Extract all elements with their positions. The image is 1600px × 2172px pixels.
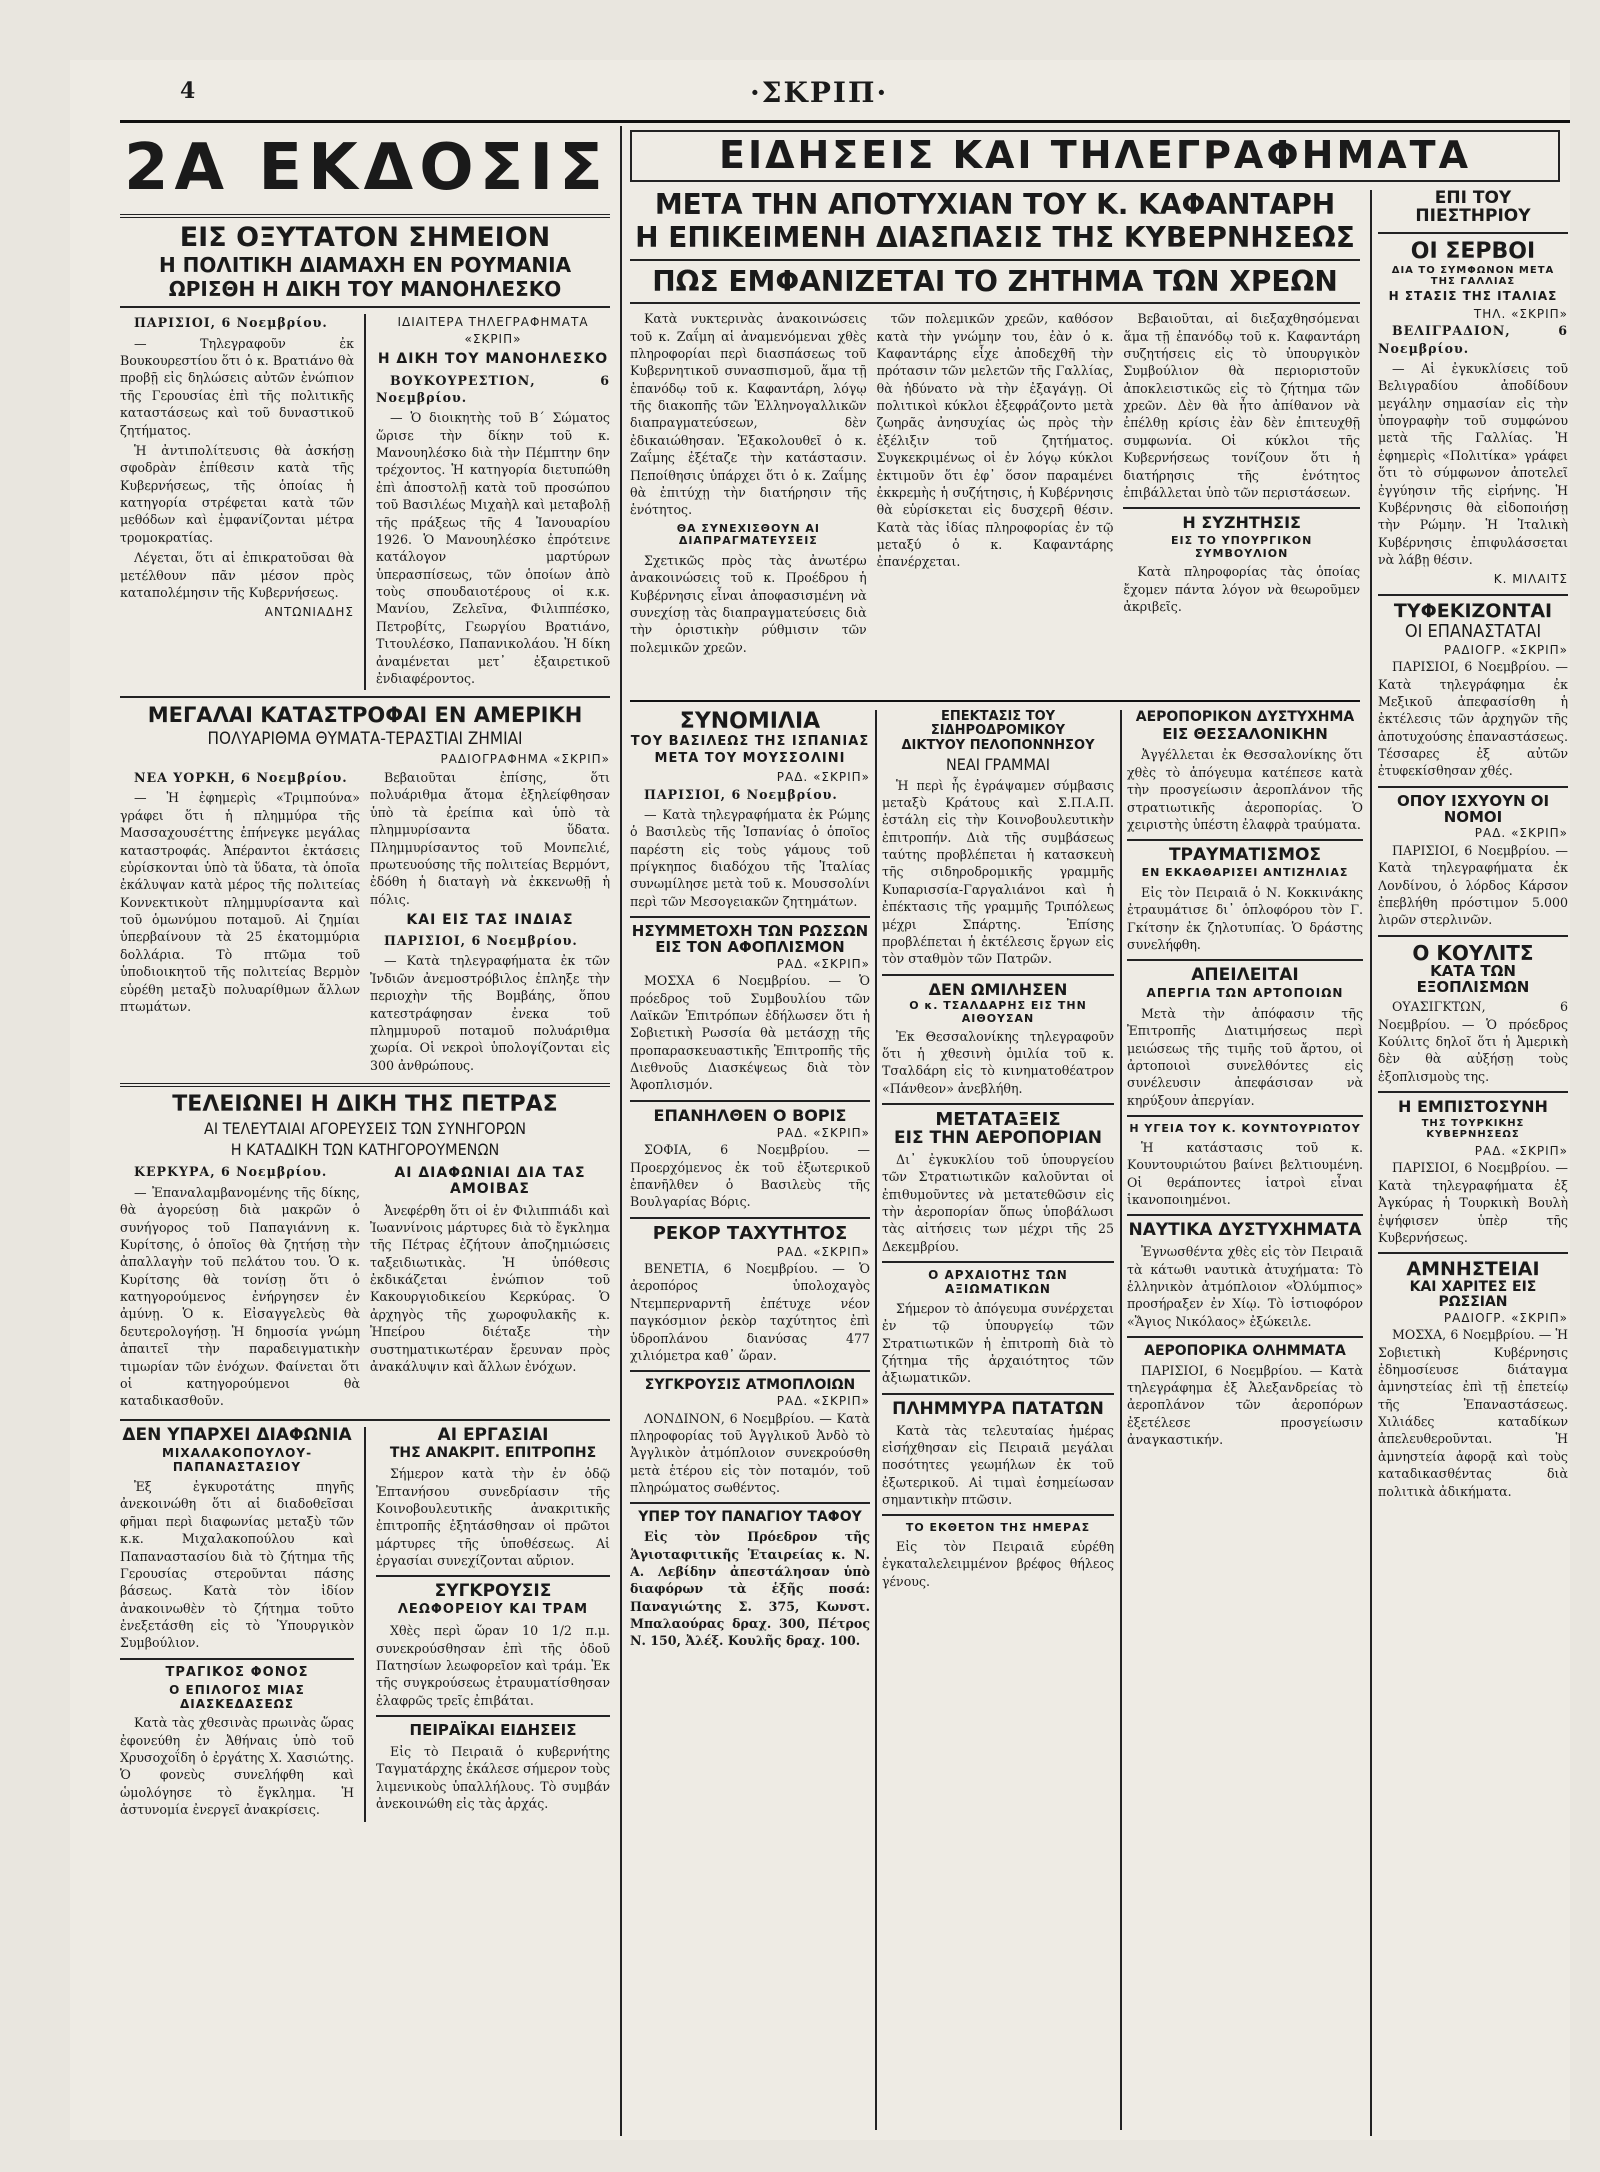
romania-subheading-2: ΩΡΙΣΘΗ Η ΔΙΚΗ ΤΟΥ ΜΑΝΟΗΛΕΣΚΟ [168,277,562,302]
masthead-rule [120,120,1570,123]
separator [1127,1336,1363,1338]
subsection-heading: ΚΑΙ ΕΙΣ ΤΑΣ ΙΝΔΙΑΣ [406,912,574,929]
article-heading: ΣΥΓΚΡΟΥΣΙΣ ΑΤΜΟΠΛΟΙΩΝ [644,1377,856,1394]
credit-line: ΡΑΔ. «ΣΚΡΙΠ» [1474,826,1568,841]
dateline: ΒΕΛΙΓΡΑΔΙΟΝ, 6 Νοεμβρίου. [1378,323,1568,356]
article-text: Εἰς τὸν Πειραιᾶ ὁ Ν. Κοκκινάκης ἐτραυμάτισε δι᾽ ὁπλοφόρου τὸν Γ. Γκίτσην ἐκ ζηλοτυπίας. Ὁ δράστης συνελήφθη. [1127,884,1363,952]
credit-line: ΡΑΔ. «ΣΚΡΙΠ» [776,769,870,784]
subsection-heading: ΘΑ ΣΥΝΕΧΙΣΘΟΥΝ ΑΙ ΔΙΑΠΡΑΓΜΑΤΕΥΣΕΙΣ [676,521,820,548]
separator [120,1083,610,1087]
separator [120,214,610,218]
america-article-cont [370,769,610,1077]
america-heading: ΜΕΓΑΛΑΙ ΚΑΤΑΣΤΡΟΦΑΙ ΕΝ ΑΜΕΡΙΚΗ [147,703,583,728]
article-text: Σήμερον κατὰ τὴν ἐν ὁδῷ Ἐπτανήσου συνεδρίασιν τῆς Κοινοβουλευτικῆς ἀνακριτικῆς ἐπιτροπῆς ἐξητάσθησαν οἱ πρῶτοι μάρτυρες τῆς ὑποθέσεως. Αἱ ἐργασίαι συνεχίζονται αὔριον. [376,1466,610,1569]
article-text: ΠΑΡΙΣΙΟΙ, 6 Νοεμβρίου. — Κατὰ τηλεγράφημα ἐκ Μεξικοῦ ἀπεφασίσθη ἡ ἐκτέλεσις τῶν ἀρχηγῶν τῆς ἀποτυχούσης ἐπαναστάσεως. Τέσσαρες ἐξ αὐτῶν ἐτυφεκίσθησαν χθές. [1378,659,1568,779]
dateline: ΠΑΡΙΣΙΟΙ, 6 Νοεμβρίου. [644,786,838,802]
article-text: Ἡ περὶ ἧς ἐγράψαμεν σύμβασις μεταξὺ Κράτους καὶ Σ.Π.Α.Π. ἐστάλη εἰς τὴν Κοινοβουλευτικὴν ἐπιτροπήν. Διὰ τῆς συμβάσεως ταύτης προβλέπεται ἡ κατασκευὴ τῆς σιδηροδρομικῆς γραμμῆς Κυπαρισσία-Γαργαλιάνοι καὶ ἡ ἐπέκτασις τῆς γραμμῆς Τριπόλεως μέχρι Σπάρτης. Ἐπίσης προβλέπεται ἡ ἐκτέλεσις ἔργων εἰς τὸν σταθμὸν τῶν Πατρῶν. [882,777,1114,967]
article-heading: ΑΕΡΟΠΟΡΙΚΑ ΟΛΗΜΜΑΤΑ [1144,1343,1346,1360]
article-heading: Ο ΚΟΥΛΙΤΣ [1412,940,1534,965]
article-subheading: ΟΙ ΕΠΑΝΑΣΤΑΤΑΙ [1404,620,1542,642]
article-text: Ἡ ἀντιπολίτευσις θὰ ἀσκήσῃ σφοδρὰν ἐπίθεσιν κατὰ τῆς Κυβερνήσεως, τῆς ὁποίας ἡ κατηγορία στρέφεται κατὰ τῶν μεθόδων καὶ ἐμφανίζονται μέτρα τρομοκρατίας. [120,442,354,545]
separator [1378,594,1568,596]
kafantaris-subheading-2: ΠΩΣ ΕΜΦΑΝΙΖΕΤΑΙ ΤΟ ΖΗΤΗΜΑ ΤΩΝ ΧΡΕΩΝ [652,264,1338,298]
inner-divider [364,1427,366,1822]
article-text: — Αἱ ἐγκυκλίσεις τοῦ Βελιγραδίου ἀποδίδουν μεγάλην σημασίαν εἰς τὴν ὑπογραφὴν τοῦ συμφώνου μετὰ τῆς Γαλλίας. Ἡ ἐφημερὶς «Πολιτίκα» γράφει ὅτι τὸ σύμφωνον ἀποτελεῖ ἐγγύησιν τῆς εἰρήνης. Ἡ Κυβέρνησις θὰ εἰδοποιήσῃ τὴν Ρώμην. Ἡ Ἰταλικὴ Κυβέρνησις ἐπιφυλάσσεται νὰ λάβῃ θέσιν. [1378,360,1568,567]
separator [1127,1214,1363,1216]
dateline: ΒΟΥΚΟΥΡΕΣΤΙΟΝ, 6 Νοεμβρίου. [376,372,610,405]
page-number: 4 [180,78,196,104]
separator [1378,232,1568,234]
separator [630,259,1360,261]
edition-heading: 2Α ΕΚΔΟΣΙΣ [124,131,609,205]
dateline: ΠΑΡΙΣΙΟΙ, 6 Νοεμβρίου. [134,315,328,331]
separator [882,1103,1114,1105]
article-heading: ΑΕΡΟΠΟΡΙΚΟΝ ΔΥΣΤΥΧΗΜΑ [1135,710,1355,725]
article-text: Εἰς τὸν Πρόεδρον τῆς Ἁγιοταφιτικῆς Ἑταιρείας κ. Ν. Α. Λεβίδην ἀπεστάλησαν ὑπὸ διαφόρων τὰ ἑξῆς ποσά: Παναγιώτης Σ. 375, Κωνστ. Μπαλαούρας δραχ. 300, Πέτρος Ν. 150, Ἀλέξ. Κουλῆς δραχ. 100. [630,1529,870,1649]
article-heading: ΣΥΝΟΜΙΛΙΑ [679,710,821,734]
separator [376,1575,610,1577]
article-text: ΜΟΣΧΑ 6 Νοεμβρίου. — Ὁ πρόεδρος τοῦ Συμβουλίου τῶν Λαϊκῶν Ἐπιτρόπων ἐδήλωσεν ὅτι ἡ Σοβιετικὴ Ρωσσία θὰ μετάσχῃ τῆς προπαρασκευαστικῆς Ἐπιτροπῆς τῆς Διεθνοῦς Διασκέψεως διὰ τὸν Ἀφοπλισμόν. [630,973,870,1093]
article-text: Ἡ κατάστασις τοῦ κ. Κουντουριώτου βαίνει βελτιουμένη. Οἱ θεράποντες ἰατροὶ εἶναι ἱκανοποιημένοι. [1127,1139,1363,1207]
article-text: ΜΟΣΧΑ, 6 Νοεμβρίου. — Ἡ Σοβιετικὴ Κυβέρνησις ἐδημοσίευσε διάταγμα ἀμνηστείας ἐπὶ τῇ ἐπετείῳ τῆς Ἐπαναστάσεως. Χιλιάδες καταδίκων ἀπελευθεροῦνται. Ἡ ἀμνηστεία ἀφορᾷ καὶ τοὺς καταδικασθέντας διὰ πολιτικὰ ἀδικήματα. [1378,1327,1568,1499]
separator [120,696,610,698]
left-lower-column [120,1424,354,1822]
separator [1378,1091,1568,1093]
article-text: Εἰς τὸ Πειραιᾶ ὁ κυβερνήτης Ταγματάρχης ἐκάλεσε σήμερον τοὺς λιμενικοὺς ὑπαλλήλους. Τὸ συμβάν ἀνεκοινώθη εἰς τὰς ἀρχάς. [376,1743,610,1811]
article-subheading: ΜΕΤΑ ΤΟΥ ΜΟΥΣΣΟΛΙΝΙ [654,751,846,767]
romania-heading: ΕΙΣ ΟΞΥΤΑΤΟΝ ΣΗΜΕΙΟΝ [179,222,551,253]
separator [120,306,610,308]
dateline: ΚΕΡΚΥΡΑ, 6 Νοεμβρίου. [134,1164,328,1180]
article-text: Λέγεται, ὅτι αἱ ἐπικρατοῦσαι θὰ μετέλθουν πᾶν μέσον πρὸς καταπολέμησιν τῆς Κυβερνήσεως. [120,550,354,600]
separator [1127,1115,1363,1117]
separator [1127,839,1363,841]
article-heading: ΗΣΥΜΜΕΤΟΧΗ ΤΩΝ ΡΩΣΣΩΝ [631,922,869,941]
article-text: ΟΥΑΣΙΓΚΤΩΝ, 6 Νοεμβρίου. — Ὁ πρόεδρος Κούλιτς δηλοῖ ὅτι ἡ Ἀμερικὴ δὲν θὰ αὐξήσῃ τοὺς ἐξοπλισμοὺς της. [1378,999,1568,1084]
petra-article-cont [370,1163,610,1412]
news-banner [630,130,1560,182]
credit-line: ΡΑΔΙΟΓΡ. «ΣΚΡΙΠ» [1443,642,1568,657]
credit-line: ΡΑΔ. «ΣΚΡΙΠ» [776,956,870,971]
subsection-heading: ΑΙ ΔΙΑΦΩΝΙΑΙ ΔΙΑ ΤΑΣ ΑΜΟΙΒΑΣ [394,1165,586,1198]
article-subheading: ΚΑΤΑ ΤΩΝ ΕΞΟΠΛΙΣΜΩΝ [1416,961,1530,996]
article-heading: Ο ΑΡΧΑΙΟΤΗΣ ΤΩΝ ΑΞΙΩΜΑΤΙΚΩΝ [928,1268,1068,1296]
masthead [70,60,1570,120]
article-subheading: ΤΟΥ ΒΑΣΙΛΕΩΣ ΤΗΣ ΙΣΠΑΝΙΑΣ [630,734,870,750]
separator [120,1658,354,1660]
article-subheading: ΤΗΣ ΤΟΥΡΚΙΚΗΣ ΚΥΒΕΡΝΗΣΕΩΣ [1421,1117,1525,1141]
article-text: ΠΑΡΙΣΙΟΙ, 6 Νοεμβρίου. — Κατὰ τηλεγραφήματα ἐξ Ἀγκύρας ἡ Τουρκικὴ Βουλὴ ἐψήφισεν ὑπὲρ τῆς Κυβερνήσεως. [1378,1160,1568,1245]
article-text: — Κατὰ τηλεγραφήματα ἐκ Ρώμης ὁ Βασιλεὺς τῆς Ἰσπανίας ὁ ὁποῖος παρέστη εἰς τοὺς γάμους τοῦ πρίγκηπος διαδόχου τῆς Ἰταλίας συνωμίλησε μετὰ τοῦ κ. Μουσσολίνι περὶ τῶν Μεσογειακῶν ζητημάτων. [630,806,870,909]
article-heading: ΟΙ ΣΕΡΒΟΙ [1410,238,1536,264]
paper-name: ·ΣΚΡΙΠ· [750,76,889,109]
article-heading: ΔΕΝ ΩΜΙΛΗΣΕΝ [928,979,1068,999]
article-text: Ἀνεφέρθη ὅτι οἱ ἐν Φιλιππιάδι καὶ Ἰωαννίνοις μάρτυρες διὰ τὸ ἔγκλημα τῆς Πέτρας ἐζήτουν ἀποζημιώσεις ταξειδιωτικὰς. Ἡ ὑπόθεσις ἐκδικάζεται ἐνώπιον τοῦ Κακουργιοδικείου Κερκύρας. Ὁ ἀρχηγὸς τῆς χωροφυλακῆς κ. Ἠπείρου διέταξε τὴν συστηματικωτέραν ἔρευναν πρὸς ἀνακάλυψιν καὶ ἄλλων ἐνόχων. [370,1202,610,1374]
article-heading: Η ΕΜΠΙΣΤΟΣΥΝΗ [1398,1097,1548,1117]
article-heading: ΡΕΚΟΡ ΤΑΧΥΤΗΤΟΣ [652,1222,848,1244]
article-heading: ΑΠΕΙΛΕΙΤΑΙ [1191,965,1299,986]
kafantaris-heading: ΜΕΤΑ ΤΗΝ ΑΠΟΤΥΧΙΑΝ ΤΟΥ Κ. ΚΑΦΑΝΤΑΡΗ [654,190,1336,221]
article-text: Βεβαιοῦται, αἱ διεξαχθησόμεναι ἅμα τῇ ἐπανόδῳ τοῦ κ. Καφαντάρη συζητήσεις εἰς τὸ ὑπουργικὸν Συμβούλιον θὰ περιοριστοῦν ἀποκλειστικῶς εἰς τὸ ζήτημα τῶν χρεῶν. Δὲν θὰ ἦτο ἀπίθανον νὰ ἐπέλθῃ κρίσις ἐὰν δὲν ἐπιτευχθῇ συμφωνία. Οἱ κύκλοι τῆς Κυβερνήσεως τονίζουν ὅτι ἡ διατήρησις τῆς ἑνότητος ἐπιβάλλεται ὑπὸ τῶν περιστάσεων. [1123,311,1360,500]
article-subheading: ΕΝ ΕΚΚΑΘΑΡΙΣΕΙ ΑΝΤΙΖΗΛΙΑΣ [1141,866,1349,880]
separator [630,1100,870,1102]
america-subheading: ΠΟΛΥΑΡΙΘΜΑ ΘΥΜΑΤΑ-ΤΕΡΑΣΤΙΑΙ ΖΗΜΙΑΙ [207,729,523,750]
article-text: — Κατὰ τηλεγραφήματα ἐκ τῶν Ἰνδιῶν ἀνεμοστρόβιλος ἐπληξε τὴν περιοχὴν τῆς Βομβάης, ὅπου κατεστράφησαν ἐνεκα τοῦ πλημμυροῦ ποταμοῦ πολυάριθμα χωρία. Οἱ νεκροὶ ὑπολογίζονται εἰς 300 ἀνθρώπους. [370,953,610,1073]
article-heading: ΤΟ ΕΚΘΕΤΟΝ ΤΗΣ ΗΜΕΡΑΣ [905,1521,1091,1535]
column-divider [1370,190,1372,2136]
grid-column-1 [630,710,870,2130]
article-heading: ΑΜΝΗΣΤΕΙΑΙ [1406,1258,1540,1281]
article-subheading: Η ΣΤΑΣΙΣ ΤΗΣ ΙΤΑΛΙΑΣ [1388,288,1558,303]
separator [630,1370,870,1372]
credit-line: ΡΑΔ. «ΣΚΡΙΠ» [1474,1143,1568,1158]
article-subheading: ΚΑΙ ΧΑΡΙΤΕΣ ΕΙΣ ΡΩΣΣΙΑΝ [1409,1279,1537,1310]
separator [1378,935,1568,937]
credit-line: ΡΑΔ. «ΣΚΡΙΠ» [776,1244,870,1259]
article-heading: ΜΕΤΑΤΑΞΕΙΣ [935,1109,1061,1131]
article-heading: Η ΣΥΖΗΤΗΣΙΣ [1182,513,1301,533]
article-text: — Ἐπαναλαμβανομένης τῆς δίκης, θὰ ἀγορεύσῃ διὰ μακρῶν ὁ συνήγορος τοῦ Παπαγιάννη κ. Κυρίτσης, ὁ ὁποῖος θὰ ζητήσῃ τὴν ἀπαλλαγὴν τοῦ πελάτου του. Ὁ κ. Κυρίτσης θὰ τονίσῃ ὅτι ὁ κατηγορούμενος ἐνήργησεν ἐν ἀμύνῃ. Ὁ κ. Εἰσαγγελεὺς θὰ δευτερολογήσῃ. Ἡ δημοσία γνώμη ἀπαιτεῖ τὴν παραδειγματικὴν τιμωρίαν τῶν ἐνόχων. Φαίνεται ὅτι οἱ κατηγορούμενοι θὰ καταδικασθοῦν. [120,1184,360,1409]
article-subheading: ΕΙΣ ΤΟ ΥΠΟΥΡΓΙΚΟΝ ΣΥΜΒΟΥΛΙΟΝ [1170,534,1313,560]
article-text: — Ὁ διοικητὴς τοῦ Β´ Σώματος ὥρισε τὴν δίκην τοῦ κ. Μανουηλέσκο διὰ τὴν Πέμπτην 6ην τρέχοντος. Ἡ κατηγορία διετυπώθη ἐπὶ ἀποστολῇ κατὰ τοῦ προσώπου τοῦ Βασιλέως Μιχαὴλ καὶ μεταβολῇ τῆς πράξεως τῆς 4 Ἰανουαρίου 1926. Ὁ Μανουηλέσκο ἐπρότεινε κατάλογον μαρτύρων ὑπερασπίσεως, τῶν ὁποίων ἀπὸ τοὺς σπουδαιοτέρους οἱ κ.κ. Μανίου, Ζελεῖνα, Φιλιππέσκο, Πετροβίτς, Γεωργίου Βρατιάνο, Τιτουλέσκο, Παπανικολάου. Ἡ δίκη ἀναμένεται μετ᾽ ἐξαιρετικοῦ ἐνδιαφέροντος. [376,410,610,686]
petra-article [120,1163,360,1412]
inner-divider [364,314,366,690]
credit-line: ΡΑΔΙΟΓΡΑΦΗΜΑ «ΣΚΡΙΠ» [440,752,610,767]
grid-column-3 [1127,710,1363,2130]
article-subheading: ΕΙΣ ΤΗΝ ΑΕΡΟΠΟΡΙΑΝ [894,1128,1102,1149]
newspaper-page [70,60,1570,2140]
separator [376,1715,610,1717]
separator [1378,1252,1568,1254]
article-text: Ἐγνωσθέντα χθὲς εἰς τὸν Πειραιᾶ τὰ κάτωθι ναυτικὰ ἀτυχήματα: Τὸ ἑλληνικὸν ἀτμόπλοιον «Ὀλύμπιος» προσήραξεν ἐν Χίῳ. Τὸ ἱστιοφόρον «Ἅγιος Νικόλαος» ἐξώκειλε. [1127,1244,1363,1329]
romania-article [120,314,354,690]
article-heading: ΤΥΦΕΚΙΖΟΝΤΑΙ [1393,599,1553,622]
column-divider [875,710,877,2130]
article-text: Δι᾽ ἐγκυκλίου τοῦ ὑπουργείου τῶν Στρατιωτικῶν καλοῦνται οἱ ἐπιθυμοῦντες νὰ μετατεθῶσιν εἰς τὴν ἀεροπορίαν ὅπως ὑποβάλωσι τὰς αἰτήσεις των μέχρι τῆς 25 Δεκεμβρίου. [882,1151,1114,1254]
article-subheading: ΝΕΑΙ ΓΡΑΜΜΑΙ [946,754,1050,774]
article-text: Κατὰ νυκτερινὰς ἀνακοινώσεις τοῦ κ. Ζαΐμη αἱ ἀναμενόμεναι χθὲς πληροφορίαι περὶ διασπάσεως τοῦ Κυβερνητικοῦ συνασπισμοῦ, ἅμα τῇ ἐπανόδῳ τοῦ κ. Καφαντάρη, λόγῳ τῆς διακοπῆς τῶν Ἑλληνογαλλικῶν διαπραγματεύσεων, δὲν ἐδικαιώθησαν. Ἐξακολουθεῖ ὁ κ. Ζαΐμης ἐξέταζε τὴν κατάστασιν. Πεποίθησις ὑπάρχει ὅτι ὁ κ. Ζαΐμης θὰ ἐπιτύχῃ τὴν διατήρησιν τῆς ἑνότητος. [630,311,867,518]
kafantaris-col-3 [1123,310,1360,659]
byline: Κ. ΜΙΛΑΙΤΣ [1493,572,1568,587]
kafantaris-section [630,190,1360,690]
article-text: τῶν πολεμικῶν χρεῶν, καθόσον κατὰ τὴν γνώμην του, ἐὰν ὁ κ. Καφαντάρης εἶχε ἀποδεχθῆ τὴν πρότασιν τῶν μελετῶν τῆς Γαλλίας, θὰ ἠδύνατο νὰ τὴν ἐξαγάγῃ. Οἱ πολιτικοὶ κύκλοι ἐξεφράζοντο μετὰ ζωηρᾶς ἀνησυχίας ὡς πρὸς τὴν ἐξέλιξιν τοῦ ζητήματος. Συγκεκριμένως οἱ ἐν λόγῳ κύκλοι ἐκτιμοῦν ὅτι ἐφ᾽ ὅσον παραμένει ἐκκρεμὴς ἡ συζήτησις, ἡ Κυβέρνησις θὰ εὑρίσκεται εἰς δυσχερῆ θέσιν. Κατὰ τὰς ἰδίας πληροφορίας ἐν τῷ μεταξύ ὁ κ. Καφαντάρης ἐπανέρχεται. [876,311,1114,570]
article-heading: ΔΕΝ ΥΠΑΡΧΕΙ ΔΙΑΦΩΝΙΑ [122,1424,352,1445]
article-text: Σχετικῶς πρὸς τὰς ἀνωτέρω ἀνακοινώσεις τοῦ κ. Προέδρου ἡ Κυβέρνησις εἶναι ἀποφασισμένη νὰ συνεχίσῃ τὰς διαπραγματεύσεις διὰ τὴν ὁριστικὴν ρύθμισιν τῶν πολεμικῶν χρεῶν. [630,552,867,655]
article-text: Εἰς τὸν Πειραιᾶ εὑρέθη ἐγκαταλελειμμένον βρέφος θήλεος γένους. [882,1539,1114,1589]
article-heading: ΑΙ ΕΡΓΑΣΙΑΙ [437,1424,549,1445]
separator [630,302,1360,304]
article-heading: ΕΠΙ ΤΟΥ ΠΙΕΣΤΗΡΙΟΥ [1415,190,1531,226]
article-heading: ΕΠΕΚΤΑΣΙΣ ΤΟΥ ΣΙΔΗΡΟΔΡΟΜΙΚΟΥ [930,710,1066,738]
article-text: Κατὰ τὰς τελευταίας ἡμέρας εἰσήχθησαν εἰς Πειραιᾶ μεγάλαι ποσότητες γεωμήλων ἐκ τοῦ ἐξωτερικοῦ. Αἱ τιμαὶ ἐσημείωσαν σημαντικὴν πτῶσιν. [882,1422,1114,1508]
article-subheading: ΑΠΕΡΓΙΑ ΤΩΝ ΑΡΤΟΠΟΙΩΝ [1146,986,1344,1001]
petra-subheading: ΑΙ ΤΕΛΕΥΤΑΙΑΙ ΑΓΟΡΕΥΣΕΙΣ ΤΩΝ ΣΥΝΗΓΟΡΩΝ [203,1119,527,1139]
separator [1123,507,1360,509]
manoilescu-article [376,314,610,690]
article-text: Βεβαιοῦται ἐπίσης, ὅτι πολυάριθμα ἄτομα ἐξηλείφθησαν ὑπὸ τὰ ἐρείπια καὶ ὑπὸ τὰ πλημμυρίσαντα ὕδατα. Πλημμυρίσαντος τοῦ Μονπελιέ, πρωτευούσης τῆς πολιτείας Βερμόντ, ἐδόθη ἡ διαταγὴ νὰ ἐκκενωθῇ ἡ πόλις. [370,770,610,907]
petra-heading: ΤΕΛΕΙΩΝΕΙ Η ΔΙΚΗ ΤΗΣ ΠΕΤΡΑΣ [172,1092,558,1118]
separator [1378,786,1568,788]
article-heading: ΟΠΟΥ ΙΣΧΥΟΥΝ ΟΙ ΝΟΜΟΙ [1396,791,1550,826]
kafantaris-col-2 [877,310,1114,659]
article-heading: Η ΥΓΕΙΑ ΤΟΥ Κ. ΚΟΥΝΤΟΥΡΙΩΤΟΥ [1129,1122,1361,1136]
credit-line: ΙΔΙΑΙΤΕΡΑ ΤΗΛΕΓΡΑΦΗΜΑΤΑ «ΣΚΡΙΠ» [397,315,589,346]
article-text: Κατὰ τὰς χθεσινὰς πρωινὰς ὥρας ἐφονεύθη ἐν Ἀθήναις ὑπὸ τοῦ Χρυσοχοΐδη ὁ ἐργάτης Χ. Χασιώτης. Ὁ φονεὺς συνελήφθη καὶ ὡμολόγησε τὸ ἔγκλημα. Ἡ ἀστυνομία ἐνεργεῖ ἀνακρίσεις. [120,1715,354,1818]
right-column [1378,190,1568,2130]
article-heading: ΣΥΓΚΡΟΥΣΙΣ [434,1581,552,1602]
banner-heading: ΕΙΔΗΣΕΙΣ ΚΑΙ ΤΗΛΕΓΡΑΦΗΜΑΤΑ [719,133,1471,178]
byline: ΑΝΤΩΝΙΑΔΗΣ [264,605,354,620]
subsection-heading: Η ΔΙΚΗ ΤΟΥ ΜΑΝΟΗΛΕΣΚΟ [377,351,609,368]
article-subheading: ΜΙΧΑΛΑΚΟΠΟΥΛΟΥ-ΠΑΠΑΝΑΣΤΑΣΙΟΥ [161,1446,313,1475]
separator [882,1393,1114,1395]
article-text: ΒΕΝΕΤΙΑ, 6 Νοεμβρίου. — Ὁ ἀεροπόρος ὑπολοχαγὸς Ντεμπερναρντῆ ἐπέτυχε νέον παγκόσμιον ῥεκὸρ ταχύτητος ἐπὶ ὑδροπλάνου διανύσας 477 χιλιόμετρα καθ᾽ ὥραν. [630,1261,870,1363]
article-subheading: ΕΙΣ ΘΕΣΣΑΛΟΝΙΚΗΝ [1162,724,1328,743]
article-subheading: ΔΙΑ ΤΟ ΣΥΜΦΩΝΟΝ ΜΕΤΑ ΤΗΣ ΓΑΛΛΙΑΣ [1391,264,1555,288]
article-text: Κατὰ πληροφορίας τὰς ὁποίας ἔχομεν πάντα λόγον νὰ θεωροῦμεν ἀκριβεῖς. [1123,564,1360,615]
article-text: Μετὰ τὴν ἀπόφασιν τῆς Ἐπιτροπῆς Διατιμήσεως περὶ μειώσεως τῆς τιμῆς τοῦ ἄρτου, οἱ ἀρτοποιοὶ συνελθόντες εἰς συνέλευσιν ἀπεφάσισαν νὰ κηρύξουν ἀπεργίαν. [1127,1005,1363,1108]
america-article [120,769,360,1077]
article-text: Ἐξ ἐγκυροτάτης πηγῆς ἀνεκοινώθη ὅτι αἱ διαδοθεῖσαι φῆμαι περὶ διαφωνίας μεταξὺ τῶν κ.κ. Μιχαλακοπούλου καὶ Παπαναστασίου διὰ τὸ ζήτημα τῆς Γερουσίας στεροῦνται πάσης βάσεως. Κατὰ τὸν ἰδίον ἀνακοινωθὲν τὸ ζήτημα τοῦτο ἐνεξετάσθη εἰς τὸ Ὑπουργικὸν Συμβούλιον. [120,1479,354,1651]
article-subheading: ΤΗΣ ΑΝΑΚΡΙΤ. ΕΠΙΤΡΟΠΗΣ [389,1445,597,1462]
article-heading: ΕΠΑΝΗΛΘΕΝ Ο ΒΟΡΙΣ [653,1105,847,1125]
article-heading: ΝΑΥΤΙΚΑ ΔΥΣΤΥΧΗΜΑΤΑ [1128,1220,1362,1241]
article-subheading: Ο κ. ΤΣΑΛΔΑΡΗΣ ΕΙΣ ΤΗΝ ΑΙΘΟΥΣΑΝ [909,999,1087,1026]
separator [882,974,1114,976]
article-text: ΠΑΡΙΣΙΟΙ, 6 Νοεμβρίου. — Κατὰ τηλεγράφημα ἐξ Ἀλεξανδρείας τὸ ἀεροπλάνον τῶν ἀεροπόρων ἐξετέλεσε προσγείωσιν ἀναγκαστικήν. [1127,1362,1363,1448]
article-text: Ἐκ Θεσσαλονίκης τηλεγραφοῦν ὅτι ἡ χθεσινὴ ὁμιλία τοῦ κ. Τσαλδάρη εἰς τὸ κινηματοθέατρον «Πάνθεον» ἀνεβλήθη. [882,1028,1114,1096]
article-subheading: ΕΙΣ ΤΟΝ ΑΦΟΠΛΙΣΜΟΝ [655,937,845,956]
credit-line: ΡΑΔ. «ΣΚΡΙΠ» [776,1394,870,1409]
separator [1127,959,1363,961]
article-subheading: ΛΕΩΦΟΡΕΙΟΥ ΚΑΙ ΤΡΑΜ [397,1602,589,1618]
article-text: ΛΟΝΔΙΝΟΝ, 6 Νοεμβρίου. — Κατὰ πληροφορίας τοῦ Ἀγγλικοῦ Ἀνδὸ τὸ Ἀγγλικὸν ἀτμόπλοιον συνεκρούσθη μετὰ ἑτέρου εἰς τὸν ποταμόν, τοῦ πληρώματος σωθέντος. [630,1410,870,1496]
romania-subheading: Η ΠΟΛΙΤΙΚΗ ΔΙΑΜΑΧΗ ΕΝ ΡΟΥΜΑΝΙΑ [158,253,572,278]
article-text: ΣΟΦΙΑ, 6 Νοεμβρίου. — Προερχόμενος ἐκ τοῦ ἐξωτερικοῦ ἐπανῆλθεν ὁ Βασιλεὺς τῆς Βουλγαρίας Βόρις. [630,1142,870,1210]
credit-line: ΡΑΔ. «ΣΚΡΙΠ» [776,1125,870,1140]
separator [630,916,870,918]
petra-subheading-2: Η ΚΑΤΑΔΙΚΗ ΤΩΝ ΚΑΤΗΓΟΡΟΥΜΕΝΩΝ [230,1139,500,1159]
dateline: ΝΕΑ ΥΟΡΚΗ, 6 Νοεμβρίου. [134,770,348,786]
column-divider [620,126,622,2136]
article-subheading: ΔΙΚΤΥΟΥ ΠΕΛΟΠΟΝΝΗΣΟΥ [901,738,1095,754]
article-heading: ΥΠΕΡ ΤΟΥ ΠΑΝΑΓΙΟΥ ΤΑΦΟΥ [638,1509,862,1526]
article-text: ΠΑΡΙΣΙΟΙ, 6 Νοεμβρίου. — Κατὰ τηλεγραφήματα ἐκ Λονδίνου, ὁ λόρδος Κάρσον ἐπεβλήθη πρόστιμον 5.000 λιρῶν στερλινῶν. [1378,842,1568,928]
article-heading: ΠΛΗΜΜΥΡΑ ΠΑΤΑΤΩΝ [892,1398,1104,1419]
article-text: Σήμερον τὸ ἀπόγευμα συνέρχεται ἐν τῷ ὑπουργείῳ τῶν Στρατιωτικῶν ἡ ἐπιτροπὴ διὰ τὸ ζήτημα τῆς ἀρχαιότητος τῶν ἀξιωματικῶν. [882,1300,1114,1386]
article-text: — Ἡ ἐφημερὶς «Τριμπούνα» γράφει ὅτι ἡ πλημμύρα τῆς Μασσαχουσέττης ἐπήνεγκε μεγάλας καταστροφάς. Ἀπέραντοι ἐκτάσεις εὑρίσκονται ὑπὸ τὰ ὕδατα, τὰ ὁποῖα ἐκάλυψαν κατὰ μέρος τῆς πολιτείας Κοννεκτικοὺτ πλημμυρίσαντα καὶ τοῦ ὁμωνύμου ποταμοῦ. Αἱ ζημίαι ὑπερβαίνουν τὰ 25 ἑκατομμύρια δολλάρια. Τὸ πτῶμα τοῦ ὑποδιοικητοῦ τῆς πολιτείας Βερμὸν εὑρέθη μεταξὺ πολυαρίθμων ἄλλων πτωμάτων. [120,790,360,1014]
article-text: Ἀγγέλλεται ἐκ Θεσσαλονίκης ὅτι χθὲς τὸ ἀπόγευμα κατέπεσε κατὰ τὴν προσγείωσιν ἀεροπλάνον τῆς στρατιωτικῆς ἀεροπορίας. Ὁ χειριστὴς ὑπέστη ἐλαφρὰ τραύματα. [1127,747,1363,832]
kafantaris-subheading: Η ΕΠΙΚΕΙΜΕΝΗ ΔΙΑΣΠΑΣΙΣ ΤΗΣ ΚΥΒΕΡΝΗΣΕΩΣ [635,221,1355,255]
article-heading: ΤΡΑΓΙΚΟΣ ΦΟΝΟΣ [165,1664,309,1680]
section-rule [630,700,1360,702]
separator [882,1514,1114,1516]
separator [630,1217,870,1219]
article-heading: ΤΡΑΥΜΑΤΙΣΜΟΣ [1168,845,1322,866]
article-heading: ΠΕΙΡΑΪΚΑΙ ΕΙΔΗΣΕΙΣ [409,1721,577,1740]
dateline: ΠΑΡΙΣΙΟΙ, 6 Νοεμβρίου. [384,933,578,949]
kafantaris-col-1 [630,310,867,659]
article-text: — Τηλεγραφοῦν ἐκ Βουκουρεστίου ὅτι ὁ κ. Βρατιάνο θὰ προβῇ εἰς δηλώσεις αὐτῶν ἐνώπιον τῆς Γερουσίας ἐπὶ τῆς πολιτικῆς καταστάσεως καὶ τοῦ δυναστικοῦ ζητήματος. [120,335,354,438]
separator [120,1419,610,1421]
column-divider [1120,710,1122,2130]
article-text: Χθὲς περὶ ὥραν 10 1/2 π.μ. συνεκρούσθησαν ἐπὶ τῆς ὁδοῦ Πατησίων λεωφορεῖον καὶ τράμ. Ἐκ τῆς συγκρούσεως ἐτραυματίσθησαν ἐλαφρῶς τρεῖς ἐπιβάται. [376,1623,610,1708]
separator [882,1261,1114,1263]
left-lower-column-2 [376,1424,610,1822]
left-column [120,130,610,2130]
credit-line: ΡΑΔΙΟΓΡ. «ΣΚΡΙΠ» [1443,1310,1568,1325]
grid-column-2 [882,710,1114,2130]
separator [630,1502,870,1504]
credit-line: ΤΗΛ. «ΣΚΡΙΠ» [1473,306,1568,321]
article-subheading: Ο ΕΠΙΛΟΓΟΣ ΜΙΑΣ ΔΙΑΣΚΕΔΑΣΕΩΣ [169,1682,305,1711]
